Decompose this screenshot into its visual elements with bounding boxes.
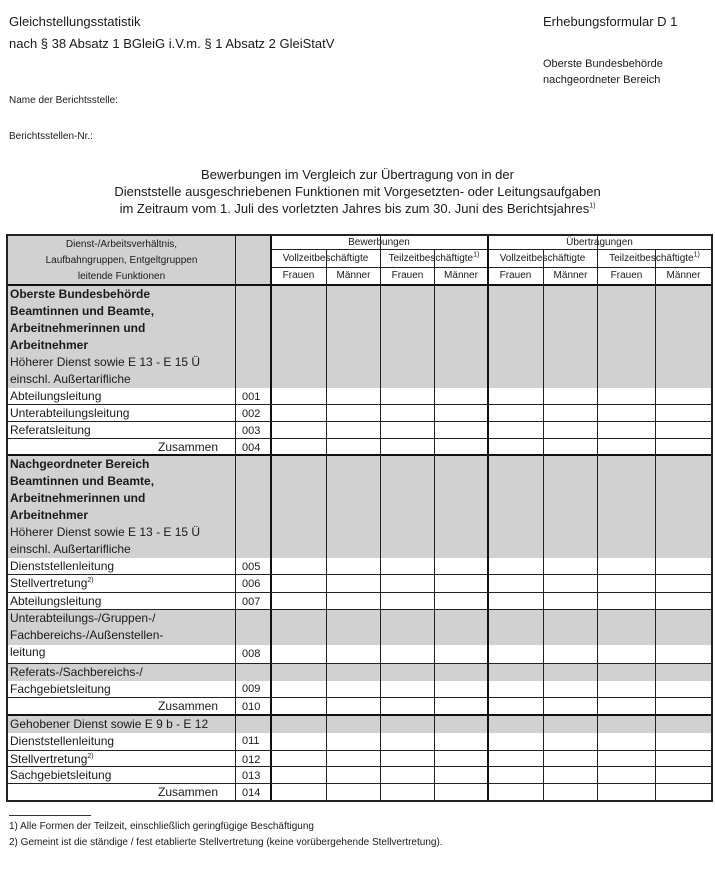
row-number-004: 004 bbox=[242, 442, 261, 454]
header-frauen: Frauen bbox=[499, 270, 532, 281]
row-label-005: Dienststellenleitung bbox=[10, 559, 115, 573]
row-number-007: 007 bbox=[242, 596, 261, 608]
header-frauen: Frauen bbox=[391, 270, 424, 281]
row-label-011: Gehobener Dienst sowie E 9 b - E 12 Dienststellenleitung bbox=[10, 717, 209, 748]
header-vollzeit-bewerbungen: Vollzeitbeschäftigte bbox=[282, 253, 369, 264]
header-teilzeit-uebertragungen: Teilzeitbeschäftigte$^{1)}$ bbox=[609, 251, 700, 264]
footnote-2: 2) Gemeint ist die ständige / fest etablierte Stellvertretung (keine vorübergehende Stellvertretung). bbox=[9, 837, 443, 848]
statistics-table bbox=[6, 234, 713, 802]
header-maenner: Männer bbox=[336, 270, 371, 281]
row-number-012: 012 bbox=[242, 754, 261, 766]
form-label: Erhebungsformular D 1 bbox=[543, 14, 678, 29]
table-title-line-3: im Zeitraum vom 1. Juli des vorletzten Jahres bis zum 30. Juni des Berichtsjahres$^{1)}$ bbox=[119, 201, 596, 216]
row-label-009: Referats-/Sachbereichs-/ Fachgebietsleitung bbox=[10, 665, 143, 696]
row-number-014: 014 bbox=[242, 787, 261, 799]
authority-line-1: Oberste Bundesbehörde bbox=[543, 58, 663, 70]
table-title-line-2: Dienststelle ausgeschriebenen Funktionen mit Vorgesetzten- oder Leitungsaufgaben bbox=[114, 184, 601, 199]
section-heading-nachgeordnet: Nachgeordneter Bereich Beamtinnen und Beamte, Arbeitnehmerinnen und Arbeitnehmer Höherer Dienst sowie E 13 - E 15 Ü einschl. Außertarifliche bbox=[10, 457, 201, 556]
row-label-014: Zusammen bbox=[158, 785, 219, 799]
row-label-004: Zusammen bbox=[158, 440, 219, 454]
header-maenner: Männer bbox=[666, 270, 701, 281]
row-number-006: 006 bbox=[242, 578, 261, 590]
row-label-006: Stellvertretung$^{2)}$ bbox=[10, 576, 94, 590]
row-label-010: Zusammen bbox=[158, 699, 219, 713]
section-heading-oberste: Oberste Bundesbehörde Beamtinnen und Beamte, Arbeitnehmerinnen und Arbeitnehmer Höherer Dienst sowie E 13 - E 15 Ü einschl. Außertarifliche bbox=[10, 287, 201, 386]
row-number-002: 002 bbox=[242, 408, 261, 420]
reporting-office-number-label: Berichtsstellen-Nr.: bbox=[9, 131, 93, 142]
footnote-divider bbox=[9, 815, 91, 816]
row-number-008: 008 bbox=[242, 648, 261, 660]
row-label-012: Stellvertretung$^{2)}$ bbox=[10, 752, 94, 766]
row-label-008: Unterabteilungs-/Gruppen-/ Fachbereichs-/Außenstellen- leitung bbox=[10, 611, 164, 659]
row-label-007: Abteilungsleitung bbox=[10, 594, 102, 608]
table-title bbox=[0, 166, 715, 217]
header-uebertragungen: Übertragungen bbox=[566, 237, 633, 248]
row-number-001: 001 bbox=[242, 391, 261, 403]
row-number-013: 013 bbox=[242, 770, 261, 782]
row-number-011: 011 bbox=[242, 735, 260, 747]
authority-line-2: nachgeordneter Bereich bbox=[543, 74, 661, 86]
footnote-1: 1) Alle Formen der Teilzeit, einschließlich geringfügige Beschäftigung bbox=[9, 821, 314, 832]
header-teilzeit-bewerbungen: Teilzeitbeschäftigte$^{1)}$ bbox=[388, 251, 480, 264]
header-frauen: Frauen bbox=[282, 270, 315, 281]
row-number-005: 005 bbox=[242, 561, 261, 573]
row-label-002: Unterabteilungsleitung bbox=[10, 406, 130, 420]
table-title-line-1: Bewerbungen im Vergleich zur Übertragung von in der bbox=[201, 167, 514, 182]
legal-basis: nach § 38 Absatz 1 BGleiG i.V.m. § 1 Absatz 2 GleiStatV bbox=[9, 36, 335, 51]
header-frauen: Frauen bbox=[610, 270, 643, 281]
row-number-003: 003 bbox=[242, 425, 261, 437]
column-header-category: Dienst-/Arbeitsverhältnis, Laufbahngruppen, Entgeltgruppen leitende Funktionen bbox=[45, 239, 198, 282]
row-label-003: Referatsleitung bbox=[10, 423, 91, 437]
header-maenner: Männer bbox=[553, 270, 588, 281]
row-label-001: Abteilungsleitung bbox=[10, 389, 102, 403]
header-maenner: Männer bbox=[444, 270, 478, 281]
reporting-office-name-label: Name der Berichtsstelle: bbox=[9, 95, 118, 106]
row-number-010: 010 bbox=[242, 701, 261, 713]
header-vollzeit-uebertragungen: Vollzeitbeschäftigte bbox=[499, 253, 586, 264]
header-bewerbungen: Bewerbungen bbox=[348, 237, 410, 248]
row-number-009: 009 bbox=[242, 683, 261, 695]
row-label-013: Sachgebietsleitung bbox=[10, 768, 112, 782]
document-title: Gleichstellungsstatistik bbox=[9, 14, 141, 29]
